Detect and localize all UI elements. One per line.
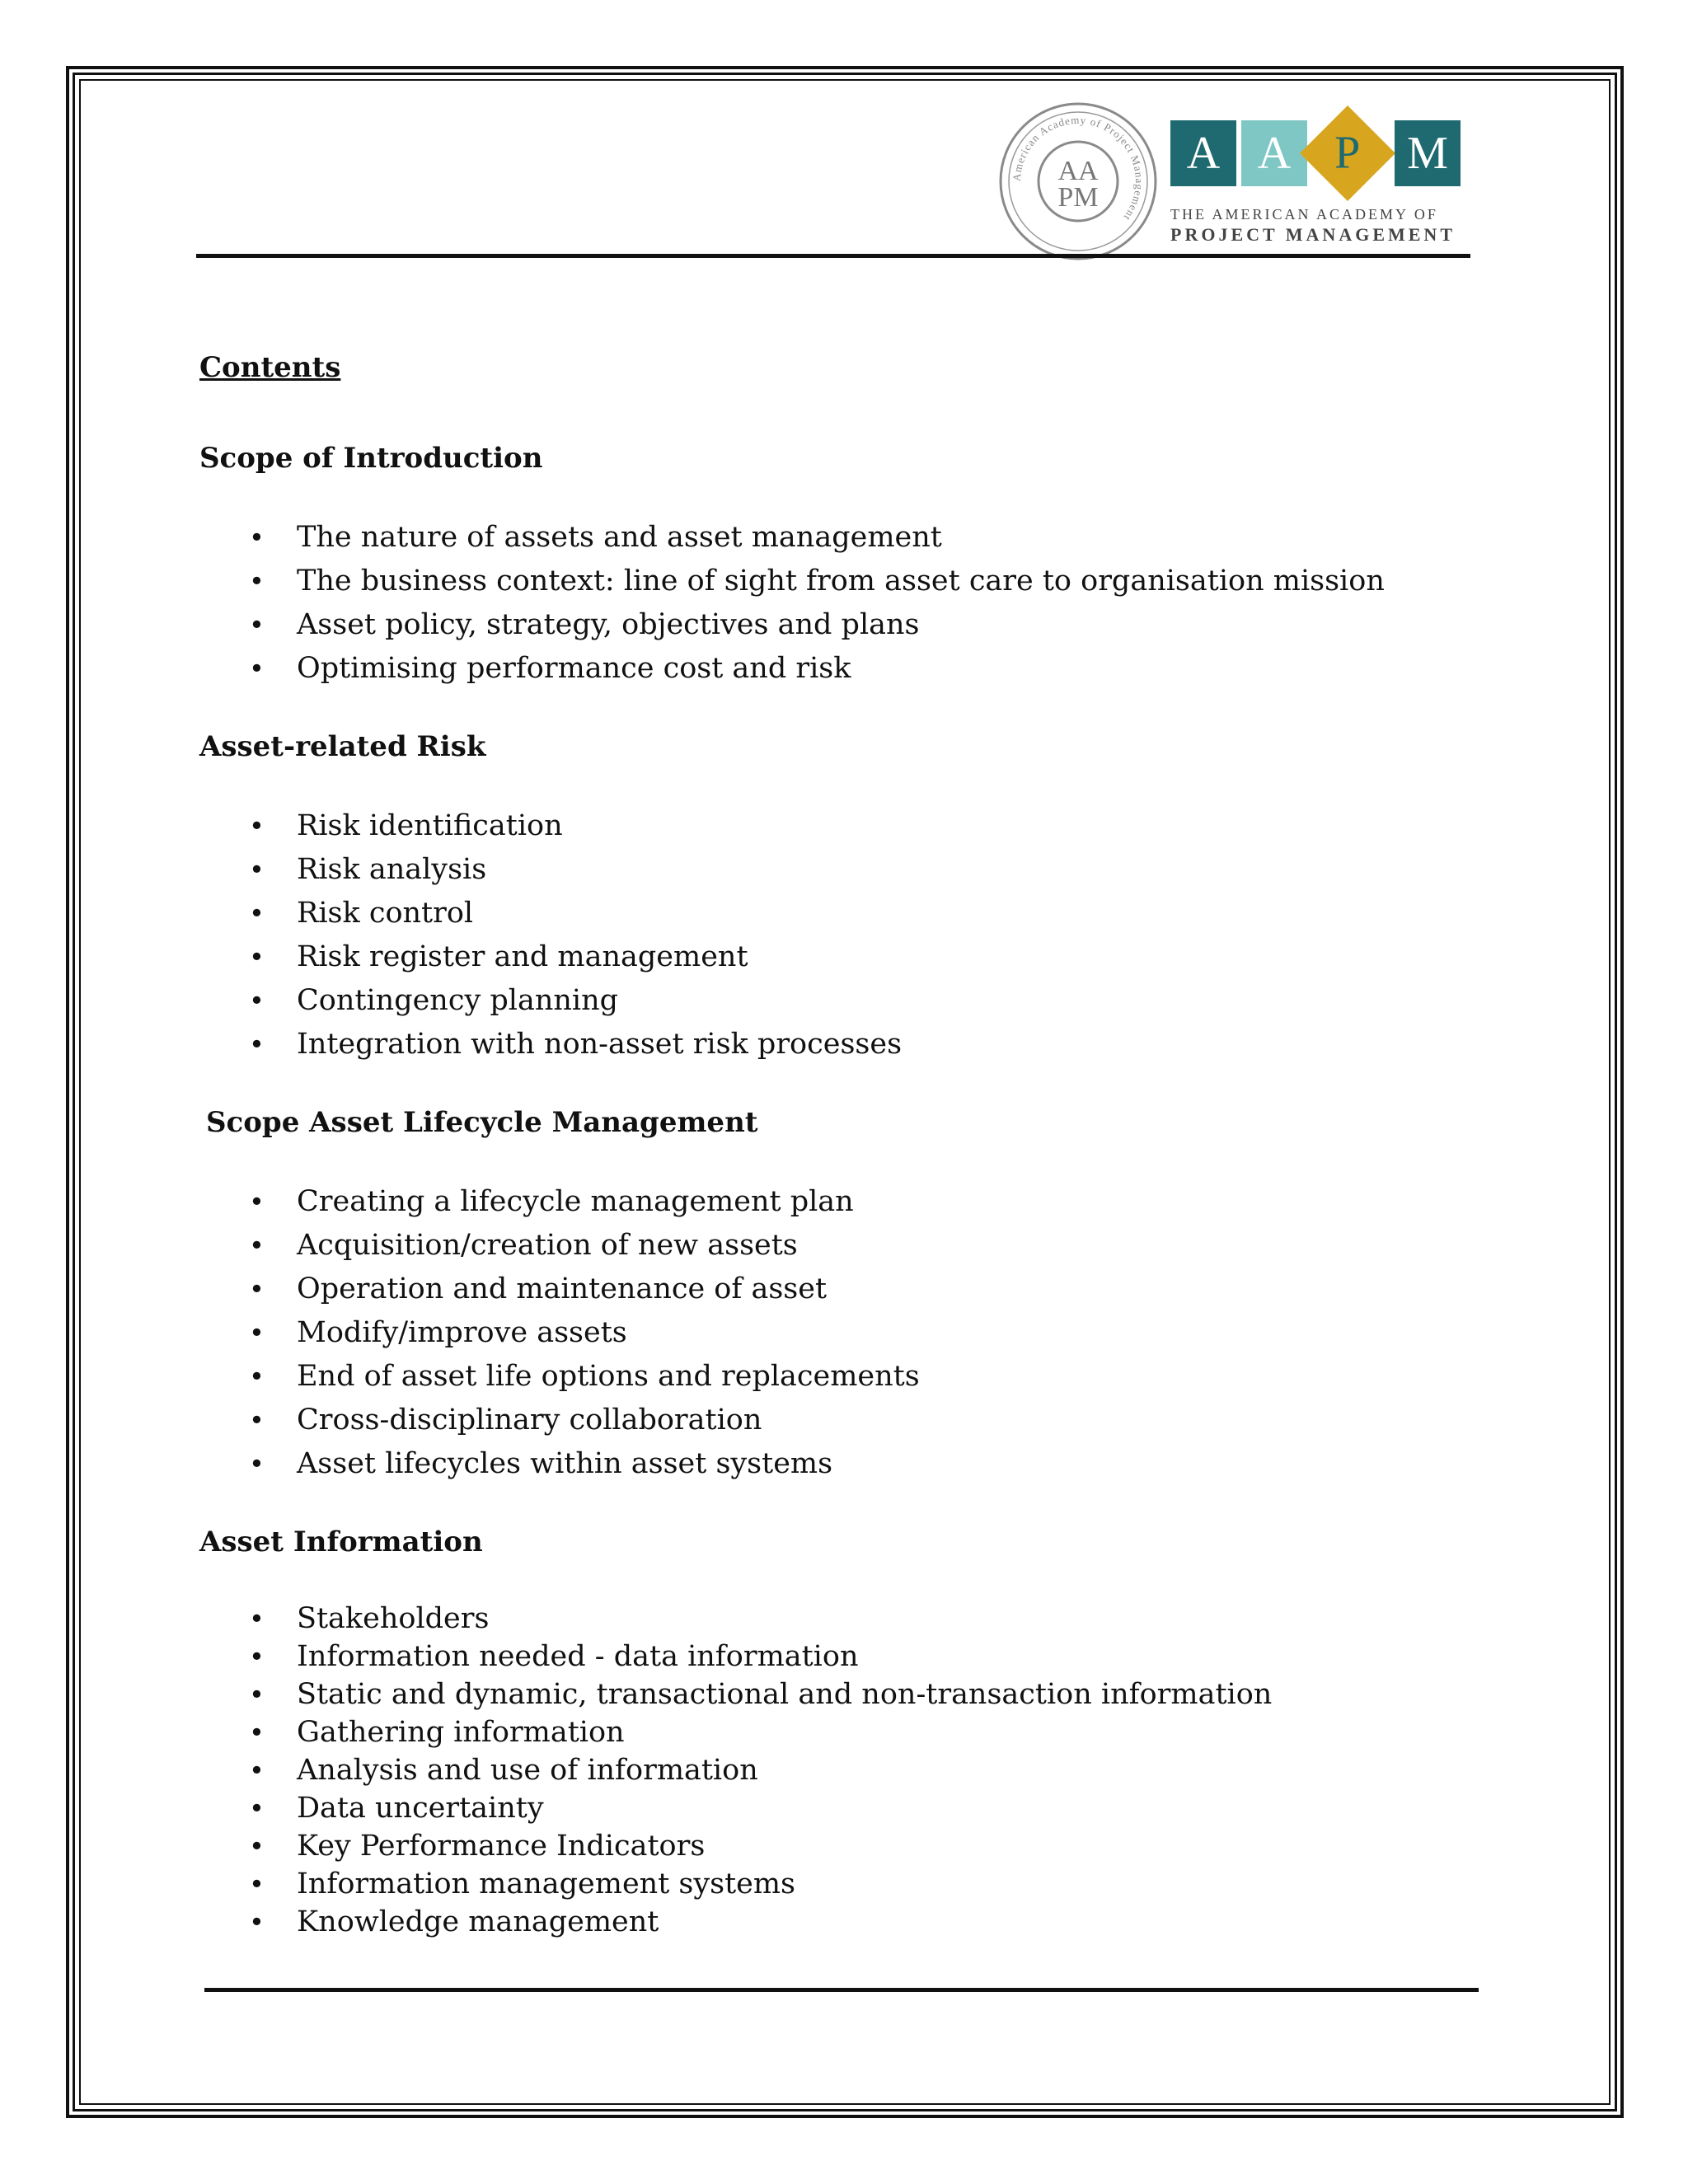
list-item: • Data uncertainty	[199, 1789, 1518, 1827]
list-item: • Modify/improve assets	[199, 1311, 1518, 1355]
list-item: • Information needed - data information	[199, 1638, 1518, 1675]
section-list-lifecycle	[199, 1180, 1518, 1486]
section-list-introduction	[199, 516, 1518, 691]
list-item: • Acquisition/creation of new assets	[199, 1224, 1518, 1268]
list-item: • Knowledge management	[199, 1903, 1518, 1941]
list-item: • The business context: line of sight from asset care to organisation mission	[199, 560, 1518, 603]
list-item: • Risk analysis	[199, 848, 1518, 892]
aapm-seal-logo	[996, 99, 1160, 264]
list-item: • Information management systems	[199, 1865, 1518, 1903]
list-item: • Asset lifecycles within asset systems	[199, 1442, 1518, 1486]
list-item: • Optimising performance cost and risk	[199, 647, 1518, 691]
list-item: • Contingency planning	[199, 979, 1518, 1023]
logo-tile-a1: A	[1170, 120, 1236, 186]
list-item: • Risk identification	[199, 804, 1518, 848]
list-item: • Analysis and use of information	[199, 1751, 1518, 1789]
list-item: • The nature of assets and asset management	[199, 516, 1518, 560]
svg-text:AA: AA	[1057, 156, 1099, 186]
logo-tile-a2: A	[1241, 120, 1307, 186]
list-item: • Integration with non-asset risk processes	[199, 1023, 1518, 1066]
logo-tile-m: M	[1395, 120, 1461, 186]
section-title-risk: Asset-related Risk	[199, 730, 486, 763]
section-list-risk	[199, 804, 1518, 1066]
list-item: • Operation and maintenance of asset	[199, 1268, 1518, 1311]
list-item: • Risk register and management	[199, 935, 1518, 979]
section-title-lifecycle: Scope Asset Lifecycle Management	[206, 1106, 758, 1139]
list-item: • Static and dynamic, transactional and non-transaction information	[199, 1675, 1518, 1713]
list-item: • Gathering information	[199, 1713, 1518, 1751]
list-item: • Asset policy, strategy, objectives and plans	[199, 603, 1518, 647]
footer-rule	[204, 1988, 1479, 1992]
list-item: • Key Performance Indicators	[199, 1827, 1518, 1865]
section-title-introduction: Scope of Introduction	[199, 442, 543, 475]
list-item: • End of asset life options and replacements	[199, 1355, 1518, 1399]
list-item: • Creating a lifecycle management plan	[199, 1180, 1518, 1224]
logo-tile-p: P	[1300, 105, 1395, 201]
header-rule	[196, 254, 1470, 258]
section-list-information	[199, 1600, 1518, 1941]
svg-text:PM: PM	[1057, 182, 1099, 213]
list-item: • Risk control	[199, 892, 1518, 935]
list-item: • Cross-disciplinary collaboration	[199, 1399, 1518, 1442]
list-item: • Stakeholders	[199, 1600, 1518, 1638]
contents-heading: Contents	[199, 351, 341, 384]
logo-subtitle-line2: PROJECT MANAGEMENT	[1170, 224, 1456, 245]
section-title-information: Asset Information	[199, 1526, 483, 1558]
logo-subtitle-line1: THE AMERICAN ACADEMY OF	[1170, 206, 1438, 223]
contents-body	[199, 343, 1518, 1972]
seal-ring-text: American Academy of Project Management	[1010, 113, 1146, 224]
